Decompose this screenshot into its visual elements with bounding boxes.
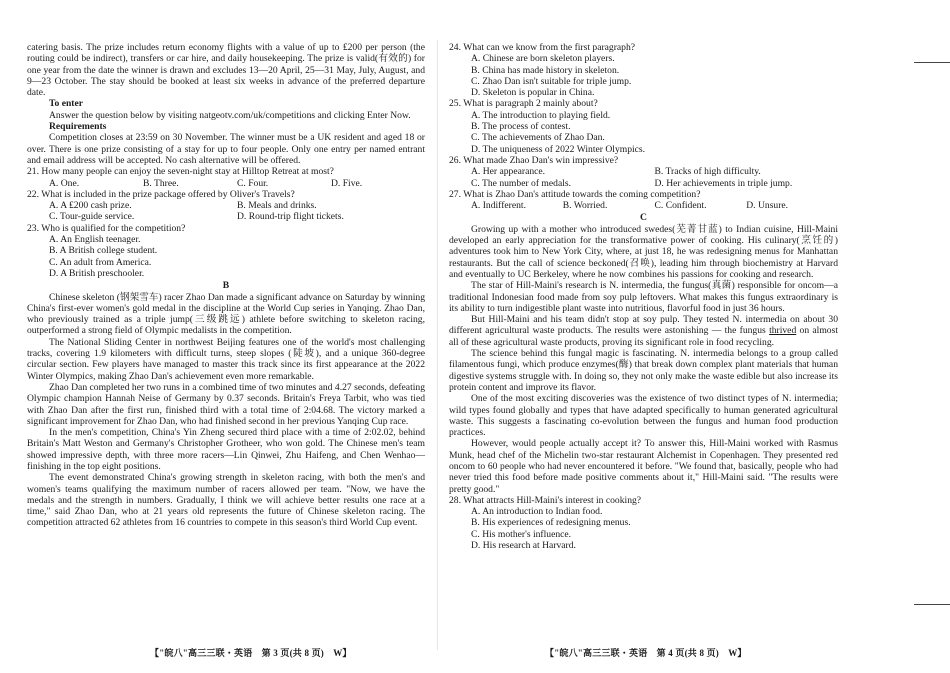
question-23: 23. Who is qualified for the competition? [27, 222, 186, 234]
option: D. Her achievements in triple jump. [654, 177, 793, 189]
right-column [449, 42, 838, 551]
question-28: 28. What attracts Hill-Maini's interest in cooking? [449, 494, 642, 506]
question-22-options-row1 [27, 200, 425, 211]
section-b-heading: B [222, 280, 230, 292]
question-27-options [449, 200, 838, 211]
prize-details-paragraph: catering basis. The prize includes return economy flights with a value of up to ₤200 per person (the routing could be indirect), transfers or car hire, and daily housekeeping. The prize is valid(有效的) for one year from the date the winner is drawn and excludes 13—20 April, 25—31 May, July, August, and 9—23 October. The stay should be booked at least six weeks in advance of the preferred departure date. [27, 42, 425, 99]
question-21-options [27, 178, 425, 189]
option: A. An introduction to Indian food. [471, 506, 603, 518]
underlined-word: thrived [769, 325, 797, 337]
option: D. The uniqueness of 2022 Winter Olympics. [471, 143, 646, 155]
option: D. His research at Harvard. [471, 540, 576, 552]
passage-c-paragraph: The star of Hill-Maini's research is N. intermedia, the fungus(真菌) responsible for oncom—a traditional Indonesian food made from soy pulp leftovers. What makes this fungus extraordinary is its ability to turn indigestible plant waste into nutritious, flavorful food in just 36 hours. [449, 280, 838, 314]
option: D. Unsure. [746, 200, 789, 212]
passage-c-paragraph: Growing up with a mother who introduced swedes(芜菁甘蓝) to Indian cuisine, Hill-Maini developed an early appreciation for the transformative power of cooking. His culinary(烹饪的) adventures took him to New York City, where, at just 18, he was redesigning menus for Manhattan restaurants. But the call of science beckoned(召唤), leading him through biochemistry at Harvard and eventually to UC Berkeley, where he now combines his passions for cooking and research. [449, 223, 838, 280]
option: C. An adult from America. [49, 256, 152, 268]
margin-rule-top [914, 62, 950, 63]
option: D. A British preschooler. [49, 267, 145, 279]
passage-b-paragraph: The event demonstrated China's growing strength in skeleton racing, with both the men's and women's teams qualifying the maximum number of racers allowed per team. "Now, we have the medals and the strength in numbers. Gradually, I think we will achieve better results one race at a time," said Zhao Dan, who at 21 years old represents the future of Chinese skeleton racing. The competition attracted 62 athletes from 16 countries to compete in this season's third World Cup event. [27, 472, 425, 529]
option: A. One. [49, 177, 80, 189]
passage-c-paragraph [449, 314, 838, 348]
option: A. An English teenager. [49, 234, 141, 246]
option: B. Tracks of high difficulty. [654, 166, 761, 178]
option: D. Five. [331, 177, 363, 189]
passage-text: But Hill-Maini and his team didn't stop at soy pulp. They tested N. intermedia on about 30 different agricultural waste products. The results were astonishing — the fungus [449, 314, 838, 337]
question-25: 25. What is paragraph 2 mainly about? [449, 98, 598, 110]
column-divider [437, 40, 438, 650]
option: B. Meals and drinks. [237, 200, 317, 212]
passage-c-paragraph: One of the most exciting discoveries was the existence of two distinct types of N. intermedia; wild types found globally and types that have adapted specifically to human generated agricultural waste. This suggests a fascinating co-evolution between the fungus and human food production practices. [449, 393, 838, 439]
option: C. Zhao Dan isn't suitable for triple jump. [471, 75, 632, 87]
left-column [27, 42, 425, 529]
passage-b-paragraph: The National Sliding Center in northwest Beijing features one of the world's most challenging tracks, covering 1.9 kilometers with difficult turns, steep slopes (陡坡), and a unique 360-degree circular section. Few players have managed to master this track since its first appearance at the 2022 Winter Olympics, making Zhao Dan's achievement even more remarkable. [27, 336, 425, 382]
option: C. The achievements of Zhao Dan. [471, 132, 605, 144]
question-22-options-row2 [27, 211, 425, 222]
option: B. Three. [143, 177, 179, 189]
option: B. His experiences of redesigning menus. [471, 517, 631, 529]
question-24: 24. What can we know from the first paragraph? [449, 42, 636, 53]
question-26-options-row2 [449, 178, 838, 189]
option: C. Tour-guide service. [49, 211, 135, 223]
option: A. A ₤200 cash prize. [49, 200, 132, 212]
option: C. Confident. [654, 200, 707, 212]
option: A. The introduction to playing field. [471, 109, 611, 121]
passage-text: on almost all of these agricultural waste products, proving its significant role in food recycling. [449, 325, 838, 348]
question-27: 27. What is Zhao Dan's attitude towards the coming competition? [449, 188, 701, 200]
option: B. A British college student. [49, 245, 158, 257]
option: C. His mother's influence. [471, 528, 572, 540]
passage-b-paragraph: In the men's competition, China's Yin Zheng secured third place with a time of 2:02.02, behind Britain's Matt Weston and Germany's Christopher Grotheer, who won gold. The Chinese men's team showed impressive depth, with three more racers—Lin Qinwei, Zhu Haifeng, and Chen Wenhao—finishing in the top eight positions. [27, 427, 425, 472]
option: C. The number of medals. [471, 177, 572, 189]
margin-rule-bottom [914, 604, 950, 605]
option: A. Chinese are born skeleton players. [471, 53, 615, 65]
requirements-heading: Requirements [49, 121, 107, 133]
passage-c-paragraph: However, would people actually accept it? To answer this, Hill-Maini worked with Rasmus Munk, head chef of the Michelin two-star restaurant Alchemist in Copenhagen. They presented red oncom to 60 people who had never encountered it before. "We found that, basically, people who had never tried this food before made positive comments about it," Hill-Maini said. "The results were pretty good." [449, 438, 838, 495]
option: D. Round-trip flight tickets. [237, 211, 344, 223]
option: B. The process of contest. [471, 121, 571, 133]
page-footer-4: 【"皖八"高三三联・英语 第 4 页(共 8 页) W】 [545, 648, 747, 658]
option: B. China has made history in skeleton. [471, 64, 620, 76]
question-22: 22. What is included in the prize package offered by Oliver's Travels? [27, 188, 295, 200]
option: D. Skeleton is popular in China. [471, 87, 595, 99]
passage-b-paragraph: Chinese skeleton (钢架雪车) racer Zhao Dan made a significant advance on Saturday by winning China's first-ever women's gold medal in the discipline at the World Cup series in Yanqing. Zhao Dan, who previously trained as a triple jump(三级跳远) athlete before switching to skeleton racing, outperformed a strong field of Olympic medalists in the competition. [27, 291, 425, 337]
passage-c-paragraph: The science behind this fungal magic is fascinating. N. intermedia belongs to a group called filamentous fungi, which produce enzymes(酶) that break down complex plant materials that human digestive systems struggle with. In doing so, they not only make the waste edible but also increase its protein content and improve its flavor. [449, 348, 838, 393]
option: C. Four. [237, 177, 269, 189]
question-26-options-row1 [449, 166, 838, 177]
page-footer-3: 【"皖八"高三三联・英语 第 3 页(共 8 页) W】 [150, 648, 352, 658]
question-21: 21. How many people can enjoy the seven-night stay at Hilltop Retreat at most? [27, 166, 334, 178]
question-26: 26. What made Zhao Dan's win impressive? [449, 154, 619, 166]
passage-b-paragraph: Zhao Dan completed her two runs in a combined time of two minutes and 4.27 seconds, defeating Olympic champion Hannah Neise of Germany by 0.37 seconds. Britain's Freya Tarbit, who was tied with Zhao Dan after the first run, finished third with a total time of 2:04.68. The victory marked a significant improvement for Zhao Dan, who had finished second in her previous Yanqing Cup race. [27, 381, 425, 427]
requirements-text: Competition closes at 23:59 on 30 November. The winner must be a UK resident and aged 18 or over. There is one prize consisting of a stay for up to four people. Only one entry per named entrant and email address will be accepted. No cash alternative will be offered. [27, 132, 425, 166]
to-enter-heading: To enter [49, 98, 84, 110]
section-c-heading: C [640, 212, 647, 224]
to-enter-text: Answer the question below by visiting natgeotv.com/uk/competitions and clicking Enter Now. [49, 109, 411, 121]
option: A. Indifferent. [471, 200, 526, 212]
option: A. Her appearance. [471, 166, 546, 178]
option: B. Worried. [562, 200, 608, 212]
